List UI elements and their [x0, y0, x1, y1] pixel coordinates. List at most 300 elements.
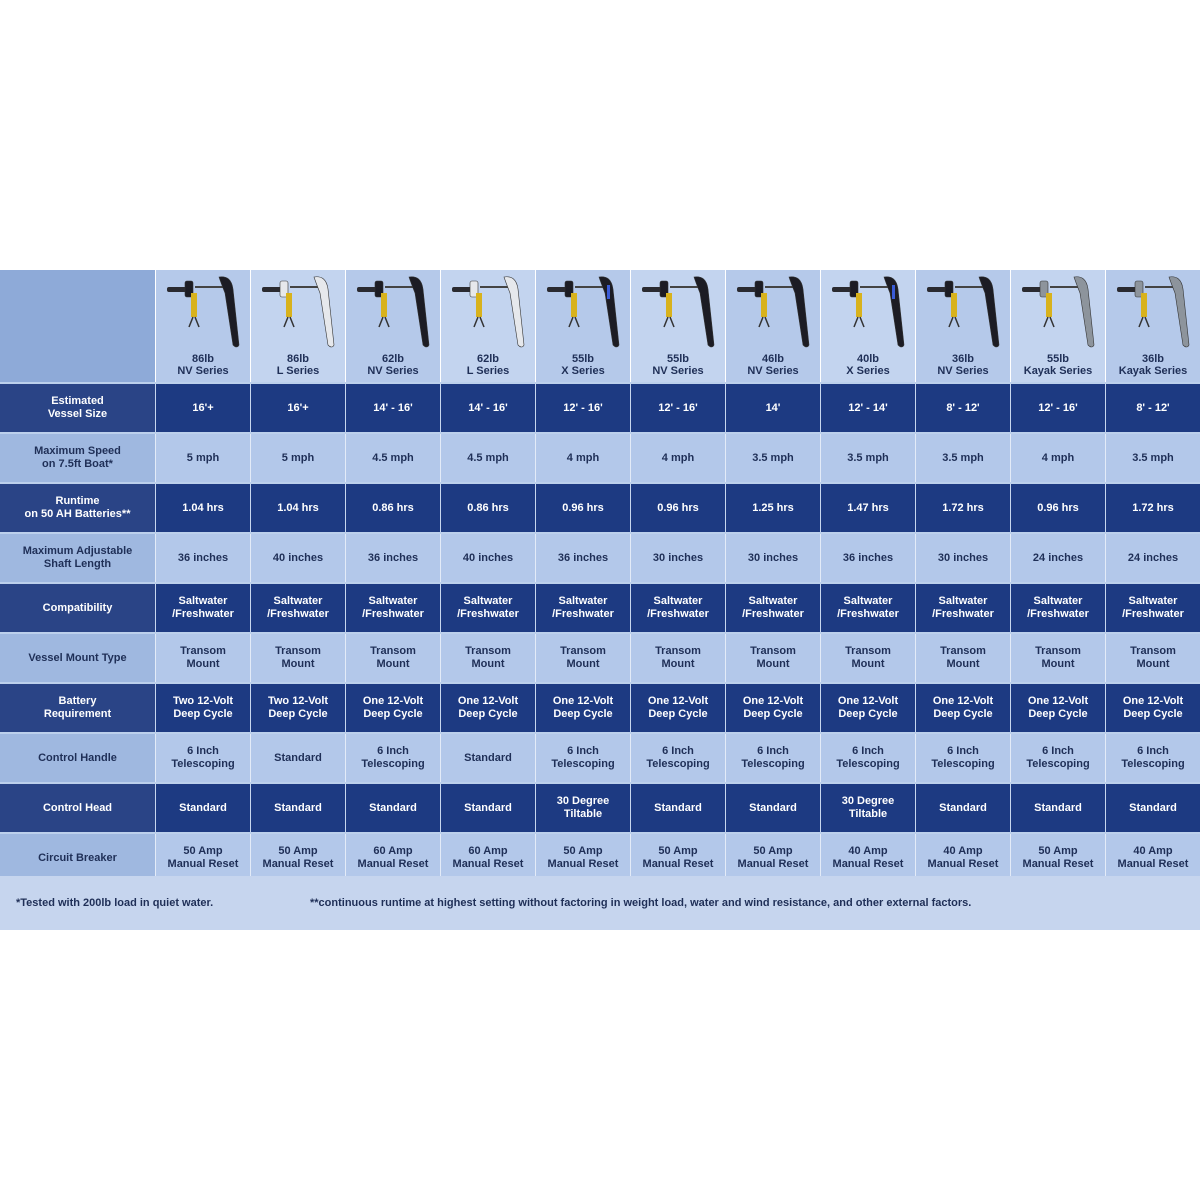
spec-label [0, 584, 155, 632]
spec-row [0, 484, 1200, 532]
spec-value-text: Mount [661, 658, 695, 670]
spec-value-text: Telescoping [171, 758, 235, 770]
spec-label-text: Shaft Length [43, 558, 112, 570]
spec-value [440, 484, 535, 532]
spec-value-text: 5 mph [281, 451, 315, 464]
spec-value-text: Standard [369, 801, 417, 814]
spec-value-text: 36 inches [557, 551, 609, 564]
spec-value [630, 534, 725, 582]
spec-value-text: 3.5 mph [847, 451, 889, 464]
spec-value-text: Mount [471, 658, 505, 670]
spec-value-text: 40 inches [462, 551, 514, 564]
spec-value-text: One 12-Volt [1122, 695, 1184, 707]
spec-value [820, 484, 915, 532]
spec-value-text: 8' - 12' [946, 401, 980, 414]
spec-label-text: Requirement [43, 708, 112, 720]
spec-value-text: Standard [1129, 801, 1177, 814]
spec-value-text: 60 Amp [373, 845, 413, 857]
product-series: NV Series [177, 365, 229, 377]
spec-value-text: Deep Cycle [363, 708, 423, 720]
spec-row [0, 734, 1200, 782]
spec-value [1010, 584, 1105, 632]
spec-value [820, 534, 915, 582]
spec-value-text: Saltwater [843, 595, 893, 607]
product-header [250, 270, 345, 382]
spec-value-text: /Freshwater [267, 608, 329, 620]
spec-row [0, 434, 1200, 482]
product-weight: 86lb [191, 353, 214, 365]
spec-value-text: 30 Degree [556, 795, 610, 807]
spec-value-text: 6 Inch [187, 745, 219, 757]
spec-value-text: /Freshwater [362, 608, 424, 620]
spec-value [155, 834, 250, 882]
spec-value [535, 684, 630, 732]
spec-value-text: 6 Inch [1042, 745, 1074, 757]
trolling-motor-icon [824, 271, 912, 351]
product-header [820, 270, 915, 382]
spec-value [1010, 834, 1105, 882]
product-header [345, 270, 440, 382]
spec-value-text: Two 12-Volt [267, 695, 329, 707]
spec-value-text: Transom [1130, 645, 1176, 657]
spec-value-text: Manual Reset [452, 858, 524, 870]
spec-value-text: 6 Inch [377, 745, 409, 757]
spec-value-text: 14' - 16' [373, 401, 413, 414]
spec-value-text: Saltwater [748, 595, 798, 607]
spec-value [820, 834, 915, 882]
spec-value [1010, 384, 1105, 432]
spec-value-text: 30 Degree [841, 795, 895, 807]
spec-value [725, 734, 820, 782]
spec-value [820, 734, 915, 782]
spec-value [155, 784, 250, 832]
spec-value-text: 50 Amp [278, 845, 318, 857]
spec-value [630, 584, 725, 632]
spec-value-text: 50 Amp [753, 845, 793, 857]
spec-value-text: Saltwater [1128, 595, 1178, 607]
product-weight: 55lb [1046, 353, 1069, 365]
spec-value-text: One 12-Volt [647, 695, 709, 707]
spec-value [915, 484, 1010, 532]
spec-value-text: Manual Reset [1117, 858, 1189, 870]
spec-value [345, 734, 440, 782]
spec-value-text: 24 inches [1127, 551, 1179, 564]
spec-value-text: 36 inches [177, 551, 229, 564]
spec-value-text: 0.96 hrs [562, 501, 604, 514]
spec-value-text: /Freshwater [837, 608, 899, 620]
spec-value-text: One 12-Volt [837, 695, 899, 707]
footnote-runtime: **continuous runtime at highest setting without factoring in weight load, water and wind resistance, and other external factors. [310, 897, 972, 909]
spec-value-text: 4 mph [1041, 451, 1075, 464]
spec-value-text: 30 inches [937, 551, 989, 564]
spec-value [345, 634, 440, 682]
spec-value [820, 384, 915, 432]
spec-value [535, 434, 630, 482]
spec-value-text: Telescoping [646, 758, 710, 770]
spec-value-text: /Freshwater [552, 608, 614, 620]
spec-value [915, 634, 1010, 682]
spec-value-text: Saltwater [178, 595, 228, 607]
spec-value [345, 684, 440, 732]
spec-value-text: 16'+ [192, 401, 214, 414]
spec-value-text: One 12-Volt [1027, 695, 1089, 707]
spec-value [820, 634, 915, 682]
spec-value [1010, 434, 1105, 482]
product-header-row [0, 270, 1200, 382]
spec-value-text: /Freshwater [1122, 608, 1184, 620]
spec-value-text: Deep Cycle [838, 708, 898, 720]
spec-value-text: /Freshwater [172, 608, 234, 620]
spec-value-text: 3.5 mph [942, 451, 984, 464]
spec-value [1105, 434, 1200, 482]
spec-value [1105, 684, 1200, 732]
spec-value [440, 734, 535, 782]
spec-label-text: Estimated [51, 395, 104, 407]
product-series: NV Series [652, 365, 704, 377]
spec-value-text: Manual Reset [262, 858, 334, 870]
spec-value [1010, 484, 1105, 532]
spec-value-text: Manual Reset [832, 858, 904, 870]
spec-value-text: 12' - 16' [563, 401, 603, 414]
spec-value-text: 1.04 hrs [277, 501, 319, 514]
spec-value-text: 14' [765, 401, 781, 414]
spec-value-text: 3.5 mph [1132, 451, 1174, 464]
spec-value [345, 534, 440, 582]
spec-value-text: /Freshwater [742, 608, 804, 620]
spec-value [250, 484, 345, 532]
spec-label [0, 384, 155, 432]
spec-value [915, 784, 1010, 832]
trolling-motor-icon [254, 271, 342, 351]
spec-row [0, 834, 1200, 882]
spec-value-text: 0.86 hrs [372, 501, 414, 514]
spec-value-text: Telescoping [1026, 758, 1090, 770]
spec-value-text: 12' - 14' [848, 401, 888, 414]
spec-value-text: 24 inches [1032, 551, 1084, 564]
spec-value [1010, 734, 1105, 782]
spec-value [915, 734, 1010, 782]
spec-label [0, 684, 155, 732]
spec-value-text: Mount [851, 658, 885, 670]
spec-value [440, 434, 535, 482]
spec-value [155, 584, 250, 632]
spec-label-text: Runtime [55, 495, 100, 507]
spec-value-text: 6 Inch [662, 745, 694, 757]
spec-label-text: Battery [58, 695, 97, 707]
product-series: NV Series [937, 365, 989, 377]
spec-value-text: Saltwater [273, 595, 323, 607]
spec-value-text: 8' - 12' [1136, 401, 1170, 414]
spec-value-text: Standard [464, 751, 512, 764]
spec-value-text: 60 Amp [468, 845, 508, 857]
spec-label-text: Vessel Size [47, 408, 108, 420]
spec-value [1105, 484, 1200, 532]
spec-value [820, 684, 915, 732]
spec-value [1105, 734, 1200, 782]
spec-value-text: Deep Cycle [458, 708, 518, 720]
spec-value-text: 1.25 hrs [752, 501, 794, 514]
spec-value-text: Standard [939, 801, 987, 814]
spec-label [0, 434, 155, 482]
spec-label-text: Control Handle [38, 751, 117, 764]
spec-value-text: 12' - 16' [658, 401, 698, 414]
spec-value-text: 6 Inch [567, 745, 599, 757]
spec-value [630, 734, 725, 782]
spec-value [1105, 534, 1200, 582]
spec-value [250, 384, 345, 432]
spec-value-text: 4 mph [566, 451, 600, 464]
spec-value-text: Standard [749, 801, 797, 814]
spec-value [630, 634, 725, 682]
spec-value-text: Deep Cycle [268, 708, 328, 720]
spec-value-text: 6 Inch [1137, 745, 1169, 757]
spec-value [535, 534, 630, 582]
spec-value-text: 12' - 16' [1038, 401, 1078, 414]
spec-label [0, 484, 155, 532]
spec-value [630, 484, 725, 532]
spec-value [1105, 784, 1200, 832]
product-series: Kayak Series [1118, 365, 1188, 377]
spec-value [1010, 784, 1105, 832]
spec-value-text: 4 mph [661, 451, 695, 464]
product-weight: 55lb [666, 353, 689, 365]
spec-value-text: 0.86 hrs [467, 501, 509, 514]
spec-value [1010, 634, 1105, 682]
spec-value [535, 734, 630, 782]
spec-value [155, 734, 250, 782]
spec-value [155, 684, 250, 732]
spec-value-text: Deep Cycle [1123, 708, 1183, 720]
spec-value [345, 834, 440, 882]
spec-value-text: /Freshwater [647, 608, 709, 620]
spec-row [0, 534, 1200, 582]
spec-value [250, 534, 345, 582]
spec-value [345, 384, 440, 432]
spec-value-text: Transom [940, 645, 986, 657]
trolling-motor-icon [539, 271, 627, 351]
spec-value-text: 1.04 hrs [182, 501, 224, 514]
spec-value-text: 0.96 hrs [1037, 501, 1079, 514]
spec-value-text: Saltwater [463, 595, 513, 607]
spec-value-text: One 12-Volt [552, 695, 614, 707]
spec-value [915, 834, 1010, 882]
spec-value-text: 30 inches [652, 551, 704, 564]
trolling-motor-icon [444, 271, 532, 351]
spec-value-text: Telescoping [931, 758, 995, 770]
spec-value-text: Mount [1136, 658, 1170, 670]
spec-value-text: 6 Inch [947, 745, 979, 757]
comparison-chart [0, 270, 1200, 930]
spec-value-text: Manual Reset [357, 858, 429, 870]
product-weight: 86lb [286, 353, 309, 365]
spec-row [0, 684, 1200, 732]
spec-value [630, 834, 725, 882]
product-series: NV Series [747, 365, 799, 377]
spec-value-text: Saltwater [653, 595, 703, 607]
spec-value-text: 6 Inch [757, 745, 789, 757]
spec-value-text: Deep Cycle [1028, 708, 1088, 720]
product-header [1010, 270, 1105, 382]
spec-value-text: Deep Cycle [173, 708, 233, 720]
spec-value [250, 784, 345, 832]
spec-value [345, 434, 440, 482]
trolling-motor-icon [159, 271, 247, 351]
product-header [440, 270, 535, 382]
spec-value-text: Transom [655, 645, 701, 657]
spec-value-text: Deep Cycle [553, 708, 613, 720]
product-weight: 36lb [951, 353, 974, 365]
product-header [725, 270, 820, 382]
spec-value [725, 684, 820, 732]
spec-value-text: Mount [566, 658, 600, 670]
spec-value [630, 684, 725, 732]
spec-value-text: Saltwater [1033, 595, 1083, 607]
spec-value [1105, 834, 1200, 882]
spec-value [725, 434, 820, 482]
spec-value-text: Telescoping [836, 758, 900, 770]
spec-value-text: 4.5 mph [467, 451, 509, 464]
spec-value-text: Standard [179, 801, 227, 814]
spec-value-text: Transom [560, 645, 606, 657]
trolling-motor-icon [349, 271, 437, 351]
spec-value [250, 584, 345, 632]
spec-value-text: Telescoping [1121, 758, 1185, 770]
spec-value [1105, 634, 1200, 682]
product-weight: 62lb [476, 353, 499, 365]
spec-value [535, 384, 630, 432]
spec-row [0, 634, 1200, 682]
spec-value-text: Tiltable [563, 808, 603, 820]
spec-value-text: Saltwater [558, 595, 608, 607]
product-weight: 36lb [1141, 353, 1164, 365]
spec-value-text: Standard [274, 801, 322, 814]
spec-label [0, 784, 155, 832]
trolling-motor-icon [1109, 271, 1197, 351]
spec-value [820, 434, 915, 482]
product-series: L Series [276, 365, 320, 377]
spec-value-text: 1.72 hrs [942, 501, 984, 514]
spec-value [440, 534, 535, 582]
spec-value [915, 434, 1010, 482]
spec-value-text: 40 Amp [943, 845, 983, 857]
spec-value [535, 484, 630, 532]
spec-value-text: Manual Reset [547, 858, 619, 870]
spec-value [155, 634, 250, 682]
product-header [630, 270, 725, 382]
spec-row [0, 384, 1200, 432]
product-series: Kayak Series [1023, 365, 1093, 377]
spec-value-text: Transom [845, 645, 891, 657]
footnote-bar [0, 876, 1200, 930]
spec-value [440, 634, 535, 682]
spec-value [250, 734, 345, 782]
product-header [155, 270, 250, 382]
spec-value-text: Transom [180, 645, 226, 657]
spec-value [345, 584, 440, 632]
spec-value [725, 634, 820, 682]
spec-value-text: One 12-Volt [742, 695, 804, 707]
spec-value-text: 0.96 hrs [657, 501, 699, 514]
spec-value [250, 684, 345, 732]
spec-value-text: Standard [1034, 801, 1082, 814]
spec-value-text: /Freshwater [932, 608, 994, 620]
spec-label-text: Compatibility [42, 601, 113, 614]
spec-value-text: 30 inches [747, 551, 799, 564]
spec-value-text: Transom [750, 645, 796, 657]
spec-label-text: Vessel Mount Type [28, 651, 127, 664]
spec-value-text: Manual Reset [167, 858, 239, 870]
spec-value [820, 784, 915, 832]
spec-value [630, 434, 725, 482]
spec-value-text: Mount [376, 658, 410, 670]
spec-row [0, 784, 1200, 832]
spec-value-text: Manual Reset [737, 858, 809, 870]
spec-value-text: 4.5 mph [372, 451, 414, 464]
spec-value [725, 534, 820, 582]
spec-label-text: Maximum Adjustable [22, 545, 133, 557]
spec-value-text: /Freshwater [1027, 608, 1089, 620]
spec-value-text: Saltwater [368, 595, 418, 607]
spec-value [345, 784, 440, 832]
spec-value-text: One 12-Volt [457, 695, 519, 707]
spec-value-text: One 12-Volt [362, 695, 424, 707]
spec-value-text: Standard [464, 801, 512, 814]
spec-value-text: Telescoping [361, 758, 425, 770]
spec-label-text: Maximum Speed [34, 445, 121, 457]
spec-label-text: Circuit Breaker [38, 851, 117, 864]
spec-value-text: Mount [281, 658, 315, 670]
spec-value-text: Telescoping [741, 758, 805, 770]
spec-value-text: Two 12-Volt [172, 695, 234, 707]
spec-value-text: 5 mph [186, 451, 220, 464]
spec-value-text: Standard [274, 751, 322, 764]
spec-value-text: 40 Amp [1133, 845, 1173, 857]
product-header [535, 270, 630, 382]
header-corner [0, 270, 155, 382]
spec-value-text: Deep Cycle [743, 708, 803, 720]
spec-value [155, 534, 250, 582]
spec-value [915, 684, 1010, 732]
spec-value [345, 484, 440, 532]
spec-value [250, 434, 345, 482]
product-header [1105, 270, 1200, 382]
spec-value [440, 584, 535, 632]
spec-value-text: 1.47 hrs [847, 501, 889, 514]
spec-value-text: 14' - 16' [468, 401, 508, 414]
spec-value-text: Manual Reset [642, 858, 714, 870]
spec-value [1105, 384, 1200, 432]
spec-row [0, 584, 1200, 632]
footnote-tested: *Tested with 200lb load in quiet water. [16, 897, 214, 909]
spec-value-text: 50 Amp [563, 845, 603, 857]
product-series: X Series [561, 365, 605, 377]
spec-value [630, 384, 725, 432]
product-weight: 46lb [761, 353, 784, 365]
spec-value-text: Standard [654, 801, 702, 814]
spec-value-text: 16'+ [287, 401, 309, 414]
trolling-motor-icon [634, 271, 722, 351]
product-series: X Series [846, 365, 890, 377]
spec-value [725, 834, 820, 882]
spec-value-text: 50 Amp [183, 845, 223, 857]
spec-value [535, 584, 630, 632]
spec-value [1105, 584, 1200, 632]
spec-value-text: Deep Cycle [933, 708, 993, 720]
spec-value-text: Manual Reset [1022, 858, 1094, 870]
spec-value [1010, 684, 1105, 732]
spec-value [1010, 534, 1105, 582]
spec-value [155, 384, 250, 432]
